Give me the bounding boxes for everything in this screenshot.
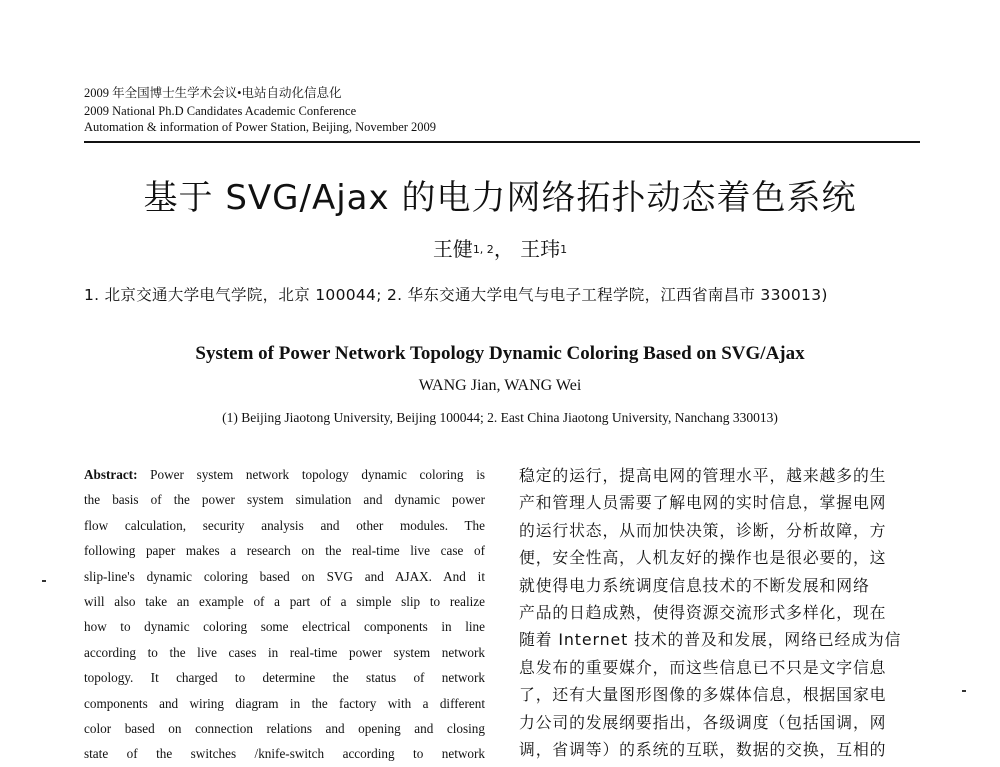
header-rule [84,141,920,143]
abstract-line: flow calculation, security analysis and other modules. The [84,517,485,533]
body-line: 产品的日趋成熟，使得资源交流形式多样化，现在 [519,602,887,622]
author-1-name: 王健 [432,237,473,261]
body-line: 就使得电力系统调度信息技术的不断发展和网络 [519,575,870,595]
author-2-affil: 1 [560,243,568,256]
body-line: 息发布的重要媒介，而这些信息已不只是文字信息 [519,657,887,677]
scan-mark [42,580,46,582]
abstract-line: topology. It charged to determine the status of network [84,670,485,686]
abstract-line [84,462,485,487]
body-line: 随着 Internet 技术的普及和发展，网络已经成为信 [519,630,902,650]
abstract-line: the basis of the power system simulation and dynamic power [84,492,485,508]
affiliation-cn: 1. 北京交通大学电气学院，北京 100044; 2. 华东交通大学电气与电子工程学院，江西省南昌市 330013) [84,286,828,304]
conference-header-venue: Automation & information of Power Station, Beijing, November 2009 [84,120,437,134]
body-line: 产和管理人员需要了解电网的实时信息，掌握电网 [519,493,887,513]
body-line: 稳定的运行，提高电网的管理水平，越来越多的生 [519,466,887,485]
scan-mark [962,690,966,692]
author-separator: ， [493,237,514,261]
authors-en: WANG Jian, WANG Wei [418,377,582,394]
body-line: 调，省调等）的系统的互联，数据的交换，互相的 [519,739,887,759]
abstract-line: how to dynamic coloring some electrical components in line [84,619,485,635]
abstract-line: state of the switches /knife-switch according to network [84,746,485,762]
abstract-line: components and wiring diagram in the factory with a different [84,695,485,711]
body-line: 力公司的发展纲要指出，各级调度（包括国调，网 [519,712,887,732]
abstract-line: according to the live cases in real-time power system network [84,644,485,660]
affiliation-en: (1) Beijing Jiaotong University, Beijing 100044; 2. East China Jiaotong University, Nanchang 330013) [222,410,778,425]
abstract-line: will also take an example of a part of a simple slip to realize [84,593,485,609]
conference-header-en: 2009 National Ph.D Candidates Academic Conference [84,104,357,118]
body-text-cn [519,462,919,763]
abstract-label: Abstract: [84,467,138,482]
author-2-name: 王玮 [520,237,561,261]
abstract-line: following paper makes a research on the real-time live case of [84,543,485,559]
conference-header-cn: 2009 年全国博士生学术会议•电站自动化信息化 [84,86,342,100]
abstract-first-line: Power system network topology dynamic coloring is [137,467,485,482]
body-line: 便，安全性高，人机友好的操作也是很必要的，这 [519,548,887,568]
authors-cn [0,233,1000,262]
abstract-line: color based on connection relations and opening and closing [84,720,485,736]
paper-title-en: System of Power Network Topology Dynamic Coloring Based on SVG/Ajax [195,343,805,364]
abstract [84,462,485,767]
body-line: 了，还有大量图形图像的多媒体信息，根据国家电 [519,685,887,705]
paper-title-cn: 基于 SVG/Ajax 的电力网络拓扑动态着色系统 [143,178,857,218]
body-line: 的运行状态，从而加快决策，诊断，分析故障，方 [519,520,887,540]
author-1-affil: 1, 2 [472,243,494,256]
abstract-line: slip-line's dynamic coloring based on SVG and AJAX. And it [84,568,485,584]
